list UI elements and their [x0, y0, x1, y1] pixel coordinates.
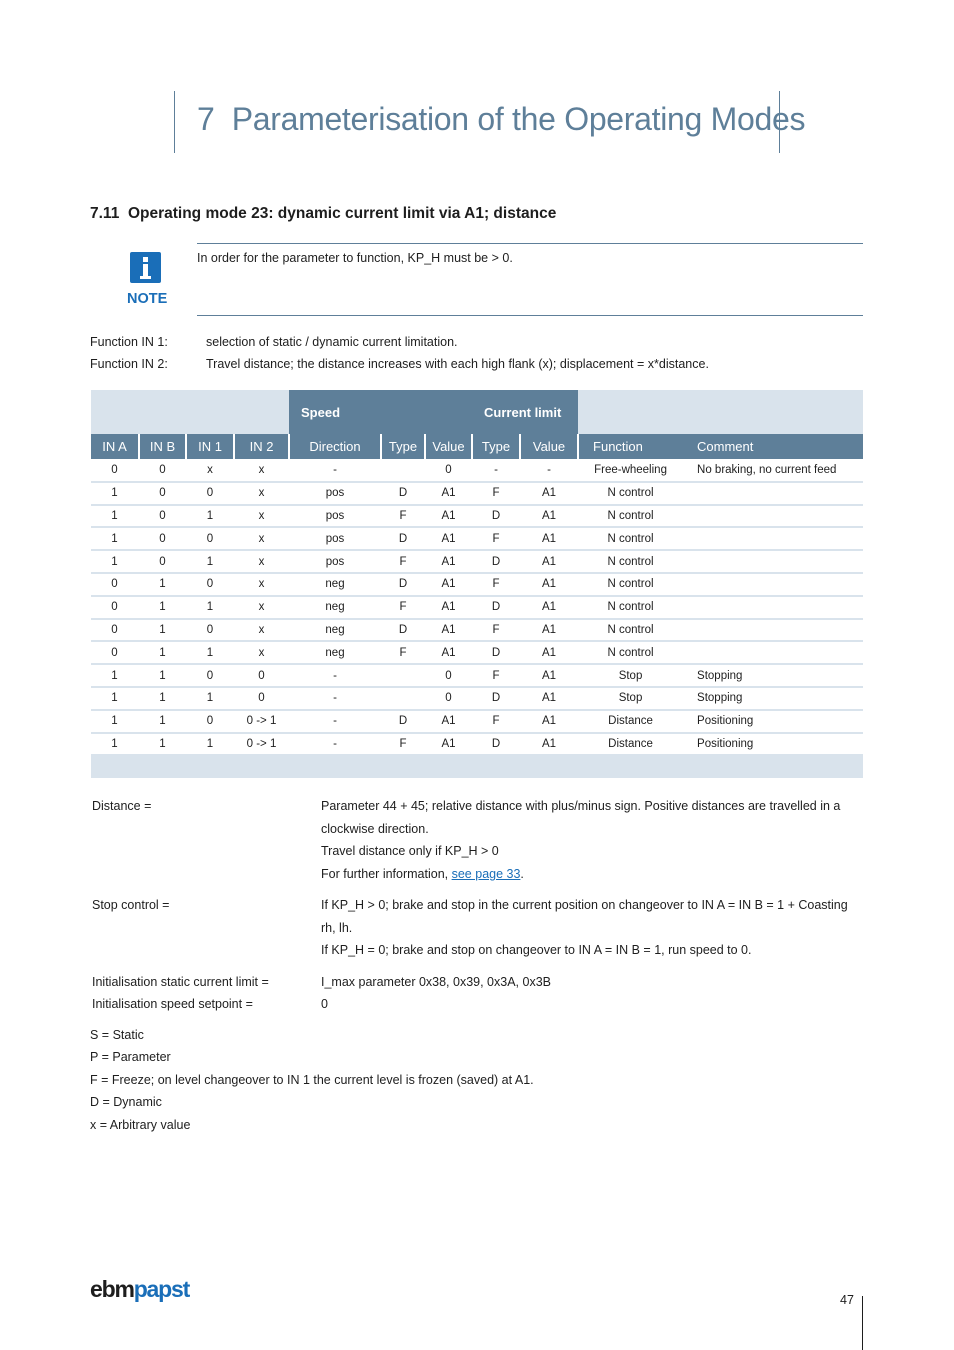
table-cell: A1: [520, 619, 578, 642]
col-header-current-type: Type: [472, 434, 520, 459]
table-cell: F: [381, 596, 425, 619]
table-cell: 0: [234, 664, 289, 687]
table-cell: neg: [289, 596, 381, 619]
table-cell: A1: [425, 641, 472, 664]
table-cell: x: [234, 619, 289, 642]
table-cell: [683, 527, 863, 550]
table-cell: D: [381, 573, 425, 596]
col-header-in-a: IN A: [91, 434, 139, 459]
col-header-in-2: IN 2: [234, 434, 289, 459]
legend-item: S = Static: [90, 1028, 144, 1042]
ebmpapst-logo: ebmpapst: [90, 1276, 190, 1302]
table-cell: N control: [578, 550, 683, 573]
table-cell: A1: [425, 505, 472, 528]
table-cell: pos: [289, 527, 381, 550]
table-cell: 0: [234, 687, 289, 710]
table-cell: A1: [520, 710, 578, 733]
table-cell: F: [472, 573, 520, 596]
definition-label: Initialisation speed setpoint =: [92, 997, 253, 1011]
table-cell: Stop: [578, 687, 683, 710]
table-cell: A1: [520, 482, 578, 505]
table-group-row: [91, 390, 863, 434]
table-cell: D: [472, 641, 520, 664]
table-cell: A1: [425, 573, 472, 596]
definition-label: Initialisation static current limit =: [92, 975, 269, 989]
table-cell: 1: [139, 596, 186, 619]
table-cell: 0: [186, 527, 234, 550]
table-cell: [683, 573, 863, 596]
table-cell: N control: [578, 619, 683, 642]
table-cell: A1: [520, 664, 578, 687]
table-cell: -: [289, 459, 381, 482]
function-value: Travel distance; the distance increases with each high flank (x); displacement = x*distance.: [206, 357, 709, 371]
table-cell: 0: [139, 550, 186, 573]
note-label: NOTE: [127, 291, 168, 307]
table-cell: [683, 641, 863, 664]
group-spacer: [91, 390, 289, 434]
table-row: [91, 733, 863, 756]
definition-value: [321, 795, 851, 885]
table-cell: x: [234, 550, 289, 573]
table-cell: A1: [520, 733, 578, 756]
table-cell: N control: [578, 641, 683, 664]
table-cell: x: [234, 482, 289, 505]
table-cell: F: [381, 550, 425, 573]
page-margin-bar: [862, 1296, 863, 1350]
table-cell: F: [472, 482, 520, 505]
table-cell: D: [381, 710, 425, 733]
table-cell: N control: [578, 482, 683, 505]
table-cell: 0: [91, 596, 139, 619]
legend-item: P = Parameter: [90, 1050, 171, 1065]
table-cell: A1: [425, 619, 472, 642]
table-cell: [683, 596, 863, 619]
table-cell: 1: [186, 596, 234, 619]
see-page-link[interactable]: see page 33: [451, 866, 521, 881]
table-row: [91, 573, 863, 596]
table-row: [91, 596, 863, 619]
table-row: [91, 550, 863, 573]
table-cell: Positioning: [683, 733, 863, 756]
table-cell: 1: [139, 710, 186, 733]
table-cell: F: [381, 641, 425, 664]
col-header-in-b: IN B: [139, 434, 186, 459]
table-cell: N control: [578, 573, 683, 596]
col-header-function: Function: [578, 434, 683, 459]
table-cell: [683, 550, 863, 573]
table-cell: 1: [91, 687, 139, 710]
table-row: [91, 641, 863, 664]
definition-line: Travel distance only if KP_H > 0: [321, 844, 499, 859]
table-cell: 0: [186, 710, 234, 733]
table-cell: Distance: [578, 710, 683, 733]
table-cell: 0: [91, 619, 139, 642]
legend-item: F = Freeze; on level changeover to IN 1 the current level is frozen (saved) at A1.: [90, 1072, 534, 1087]
col-header-direction: Direction: [289, 434, 381, 459]
table-cell: 0: [139, 482, 186, 505]
table-cell: [683, 482, 863, 505]
table-cell: 1: [139, 619, 186, 642]
table-cell: A1: [520, 596, 578, 619]
table-cell: -: [520, 459, 578, 482]
table-cell: x: [234, 459, 289, 482]
group-speed: Speed: [289, 390, 472, 434]
table-cell: D: [381, 482, 425, 505]
table-cell: 0 -> 1: [234, 710, 289, 733]
table-cell: 0: [425, 687, 472, 710]
table-cell: A1: [520, 573, 578, 596]
table-cell: A1: [425, 482, 472, 505]
table-cell: A1: [520, 527, 578, 550]
table-cell: N control: [578, 527, 683, 550]
table-cell: x: [234, 505, 289, 528]
col-header-speed-value: Value: [425, 434, 472, 459]
legend-item: x = Arbitrary value: [90, 1117, 191, 1132]
table-cell: neg: [289, 573, 381, 596]
table-cell: 1: [91, 664, 139, 687]
table-cell: [381, 664, 425, 687]
table-cell: 0: [425, 664, 472, 687]
table-cell: x: [234, 527, 289, 550]
table-cell: D: [472, 505, 520, 528]
table-cell: 1: [139, 733, 186, 756]
table-row: [91, 482, 863, 505]
table-header-row: [91, 434, 863, 459]
table-cell: D: [381, 527, 425, 550]
table-cell: [381, 687, 425, 710]
table-row: [91, 710, 863, 733]
table-cell: -: [289, 664, 381, 687]
table-cell: -: [289, 687, 381, 710]
table-cell: -: [289, 710, 381, 733]
table-cell: x: [234, 641, 289, 664]
definition-line: If KP_H > 0; brake and stop in the current position on changeover to IN A = IN B = 1 + Coasting rh, lh.: [321, 898, 848, 935]
table-cell: 1: [139, 664, 186, 687]
table-cell: 1: [91, 482, 139, 505]
col-header-current-value: Value: [520, 434, 578, 459]
table-cell: 1: [91, 710, 139, 733]
table-cell: 1: [91, 550, 139, 573]
section-heading: 7.11 Operating mode 23: dynamic current limit via A1; distance: [90, 205, 557, 222]
table-footer-row: [91, 755, 863, 778]
table-cell: 0: [139, 459, 186, 482]
operating-mode-table: [91, 390, 863, 778]
table-cell: N control: [578, 505, 683, 528]
col-header-comment: Comment: [683, 434, 863, 459]
chapter-title: 7 Parameterisation of the Operating Modes: [197, 101, 806, 137]
table-cell: D: [472, 550, 520, 573]
table-cell: A1: [520, 505, 578, 528]
table-cell: Stopping: [683, 687, 863, 710]
table-row: [91, 527, 863, 550]
table-row: [91, 664, 863, 687]
col-header-speed-type: Type: [381, 434, 425, 459]
table-cell: neg: [289, 619, 381, 642]
group-current-limit: Current limit: [472, 390, 578, 434]
table-cell: 0 -> 1: [234, 733, 289, 756]
table-cell: 1: [186, 687, 234, 710]
table-cell: 0: [186, 619, 234, 642]
table-row: [91, 459, 863, 482]
table-cell: F: [472, 710, 520, 733]
table-cell: A1: [425, 710, 472, 733]
table-cell: No braking, no current feed: [683, 459, 863, 482]
definition-line: Parameter 44 + 45; relative distance with plus/minus sign. Positive distances are travelled in a clockwise direction.: [321, 799, 841, 836]
table-cell: [683, 505, 863, 528]
table-cell: Positioning: [683, 710, 863, 733]
abbreviation-legend: [90, 1024, 534, 1136]
table-cell: x: [234, 573, 289, 596]
table-cell: 0: [425, 459, 472, 482]
table-cell: -: [289, 733, 381, 756]
table-cell: [683, 619, 863, 642]
table-cell: x: [186, 459, 234, 482]
table-cell: F: [472, 619, 520, 642]
definition-label: Distance =: [92, 799, 152, 813]
definition-line: For further information, see page 33.: [321, 866, 524, 881]
note-text: In order for the parameter to function, KP_H must be > 0.: [197, 251, 513, 265]
table-cell: A1: [425, 550, 472, 573]
table-body: [91, 459, 863, 755]
table-cell: Stop: [578, 664, 683, 687]
table-cell: 0: [139, 527, 186, 550]
table-cell: 1: [139, 641, 186, 664]
page-number: 47: [840, 1293, 854, 1307]
table-cell: D: [472, 596, 520, 619]
table-cell: [381, 459, 425, 482]
table-cell: F: [381, 505, 425, 528]
table-cell: D: [381, 619, 425, 642]
table-cell: neg: [289, 641, 381, 664]
chapter-header: [174, 91, 806, 153]
legend-item: D = Dynamic: [90, 1095, 162, 1110]
table-cell: 1: [186, 550, 234, 573]
table-cell: F: [472, 664, 520, 687]
table-cell: 1: [186, 641, 234, 664]
table-cell: N control: [578, 596, 683, 619]
table-cell: 1: [139, 687, 186, 710]
table-row: [91, 619, 863, 642]
table-cell: A1: [425, 596, 472, 619]
function-label: Function IN 2:: [90, 357, 168, 371]
table-cell: 0: [91, 459, 139, 482]
col-header-in-1: IN 1: [186, 434, 234, 459]
table-cell: A1: [520, 641, 578, 664]
table-cell: Stopping: [683, 664, 863, 687]
definition-value: [321, 894, 851, 962]
table-cell: A1: [425, 733, 472, 756]
table-cell: A1: [425, 527, 472, 550]
table-cell: F: [381, 733, 425, 756]
table-row: [91, 505, 863, 528]
table-cell: 0: [91, 641, 139, 664]
table-cell: 1: [186, 505, 234, 528]
definition-value: 0: [321, 997, 328, 1011]
table-cell: 1: [91, 733, 139, 756]
table-cell: 0: [91, 573, 139, 596]
note-divider-top: [197, 243, 863, 244]
table-cell: D: [472, 733, 520, 756]
definition-value: I_max parameter 0x38, 0x39, 0x3A, 0x3B: [321, 975, 551, 989]
table-cell: pos: [289, 505, 381, 528]
group-spacer: [578, 390, 863, 434]
table-cell: x: [234, 596, 289, 619]
table-cell: Distance: [578, 733, 683, 756]
table-cell: 1: [186, 733, 234, 756]
table-cell: 1: [91, 527, 139, 550]
definition-line: If KP_H = 0; brake and stop on changeover to IN A = IN B = 1, run speed to 0.: [321, 943, 752, 958]
table-cell: F: [472, 527, 520, 550]
table-cell: Free-wheeling: [578, 459, 683, 482]
table-cell: 0: [186, 482, 234, 505]
table-cell: A1: [520, 687, 578, 710]
table-cell: D: [472, 687, 520, 710]
table-cell: -: [472, 459, 520, 482]
table-cell: 0: [139, 505, 186, 528]
info-icon: [130, 252, 161, 283]
definition-label: Stop control =: [92, 898, 170, 912]
function-value: selection of static / dynamic current limitation.: [206, 335, 458, 349]
table-cell: A1: [520, 550, 578, 573]
table-cell: pos: [289, 482, 381, 505]
table-cell: 1: [139, 573, 186, 596]
table-cell: pos: [289, 550, 381, 573]
function-label: Function IN 1:: [90, 335, 168, 349]
table-cell: 1: [91, 505, 139, 528]
note-divider-bottom: [197, 315, 863, 316]
table-cell: 0: [186, 573, 234, 596]
table-cell: 0: [186, 664, 234, 687]
table-row: [91, 687, 863, 710]
